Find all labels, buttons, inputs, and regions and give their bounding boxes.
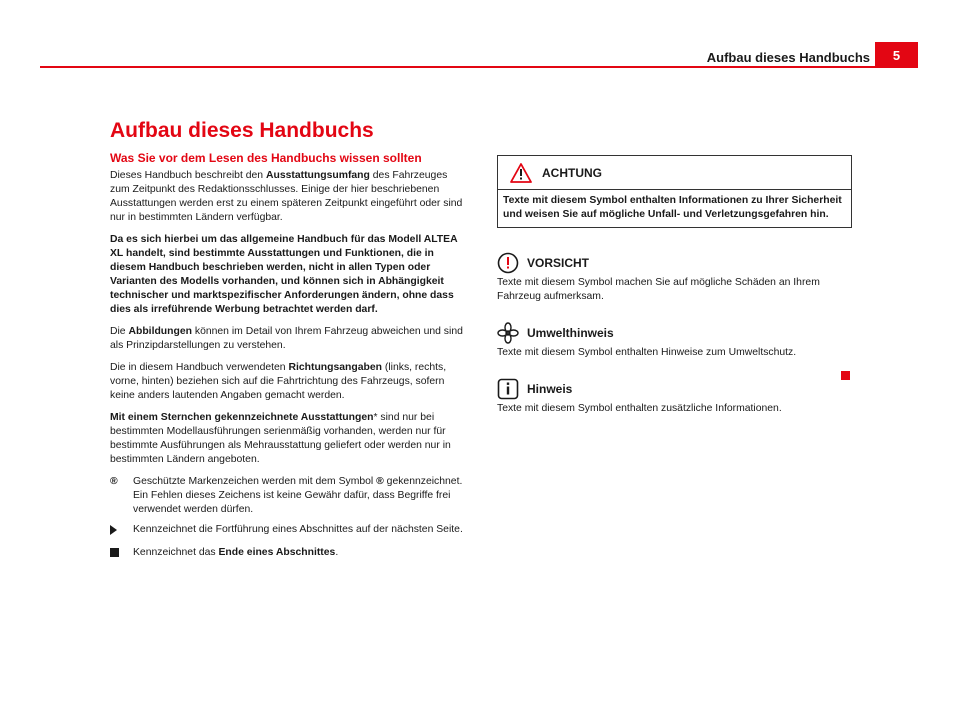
- symbol-row-continuation: Kennzeichnet die Fortführung eines Abschnittes auf der nächsten Seite.: [110, 523, 466, 540]
- left-column: [110, 118, 466, 568]
- section-subtitle: Was Sie vor dem Lesen des Handbuchs wissen sollten: [110, 151, 422, 166]
- header-rule: [40, 66, 875, 68]
- running-title: Aufbau dieses Handbuchs: [706, 50, 870, 65]
- umwelt-title: Umwelthinweis: [527, 326, 614, 340]
- paragraph-illustrations: Die Abbildungen können im Detail von Ihrem Fahrzeug abweichen und sind als Prinzipdarstellungen zu verstehen.: [110, 326, 463, 352]
- symbol-row-end: Kennzeichnet das Ende eines Abschnittes.: [110, 546, 466, 562]
- info-icon: [497, 378, 519, 400]
- paragraph-model-note: Da es sich hierbei um das allgemeine Handbuch für das Modell ALTEA XL handelt, sind bestimmte Ausstattungen und Funktionen, die in diesem Handbuch beschrieben werden, nicht in allen Typen oder Varianten des Modells vorhanden, und können sich in Abhängigkeit technischer und marktspezifischer Anforderungen ändern, ohne dass dies als irreführende Werbung betrachtet werden darf.: [110, 234, 458, 316]
- symbol-row-trademark: ® Geschützte Markenzeichen werden mit dem Symbol ® gekennzeichnet. Ein Fehlen dieses Zeichens ist keine Gewähr dafür, dass Begriffe frei verwendet werden dürfen.: [110, 476, 463, 516]
- achtung-box: [497, 155, 852, 228]
- right-column: [497, 155, 852, 416]
- achtung-title: ACHTUNG: [542, 165, 602, 180]
- exclamation-circle-icon: [497, 252, 519, 274]
- paragraph-scope: Dieses Handbuch beschreibt den Ausstattungsumfang des Fahrzeuges zum Zeitpunkt des Redaktionsschlusses. Einige der hier beschriebenen Ausstattungen werden erst zu einem späteren Zeitpunkt eingeführt oder sind nur in bestimmten Ländern verfügbar.: [110, 170, 463, 224]
- flower-icon: [497, 322, 519, 344]
- warning-triangle-icon: [510, 163, 532, 183]
- paragraph-directions: Die in diesem Handbuch verwendeten Richtungsangaben (links, rechts, vorne, hinten) beziehen sich auf die Fahrtrichtung des Fahrzeugs, sofern keine anders lautenden Angaben gemacht werden.: [110, 362, 447, 402]
- umwelt-notice: [497, 322, 852, 360]
- vorsicht-notice: [497, 252, 852, 304]
- vorsicht-title: VORSICHT: [527, 256, 590, 270]
- hinweis-title: Hinweis: [527, 382, 573, 396]
- page-title: Aufbau dieses Handbuchs: [110, 119, 374, 142]
- arrow-right-icon: [110, 525, 117, 535]
- vorsicht-text: Texte mit diesem Symbol machen Sie auf mögliche Schäden an Ihrem Fahrzeug aufmerksam.: [497, 277, 820, 302]
- section-end-marker: [841, 371, 850, 380]
- registered-icon: ®: [110, 476, 118, 488]
- paragraph-asterisk: Mit einem Sternchen gekennzeichnete Ausstattungen* sind nur bei bestimmten Modellausführungen serienmäßig vorhanden, werden nur für bestimmte Ausführungen als Mehrausstattung geliefert oder werden nur in bestimmten Ländern angeboten.: [110, 412, 451, 466]
- umwelt-text: Texte mit diesem Symbol enthalten Hinweise zum Umweltschutz.: [497, 347, 797, 358]
- hinweis-notice: [497, 378, 852, 416]
- hinweis-text: Texte mit diesem Symbol enthalten zusätzliche Informationen.: [497, 403, 782, 414]
- achtung-text: Texte mit diesem Symbol enthalten Informationen zu Ihrer Sicherheit und weisen Sie auf mögliche Unfall- und Verletzungsgefahren hin.: [503, 195, 842, 220]
- page-number: 5: [875, 42, 918, 68]
- square-end-icon: [110, 548, 119, 557]
